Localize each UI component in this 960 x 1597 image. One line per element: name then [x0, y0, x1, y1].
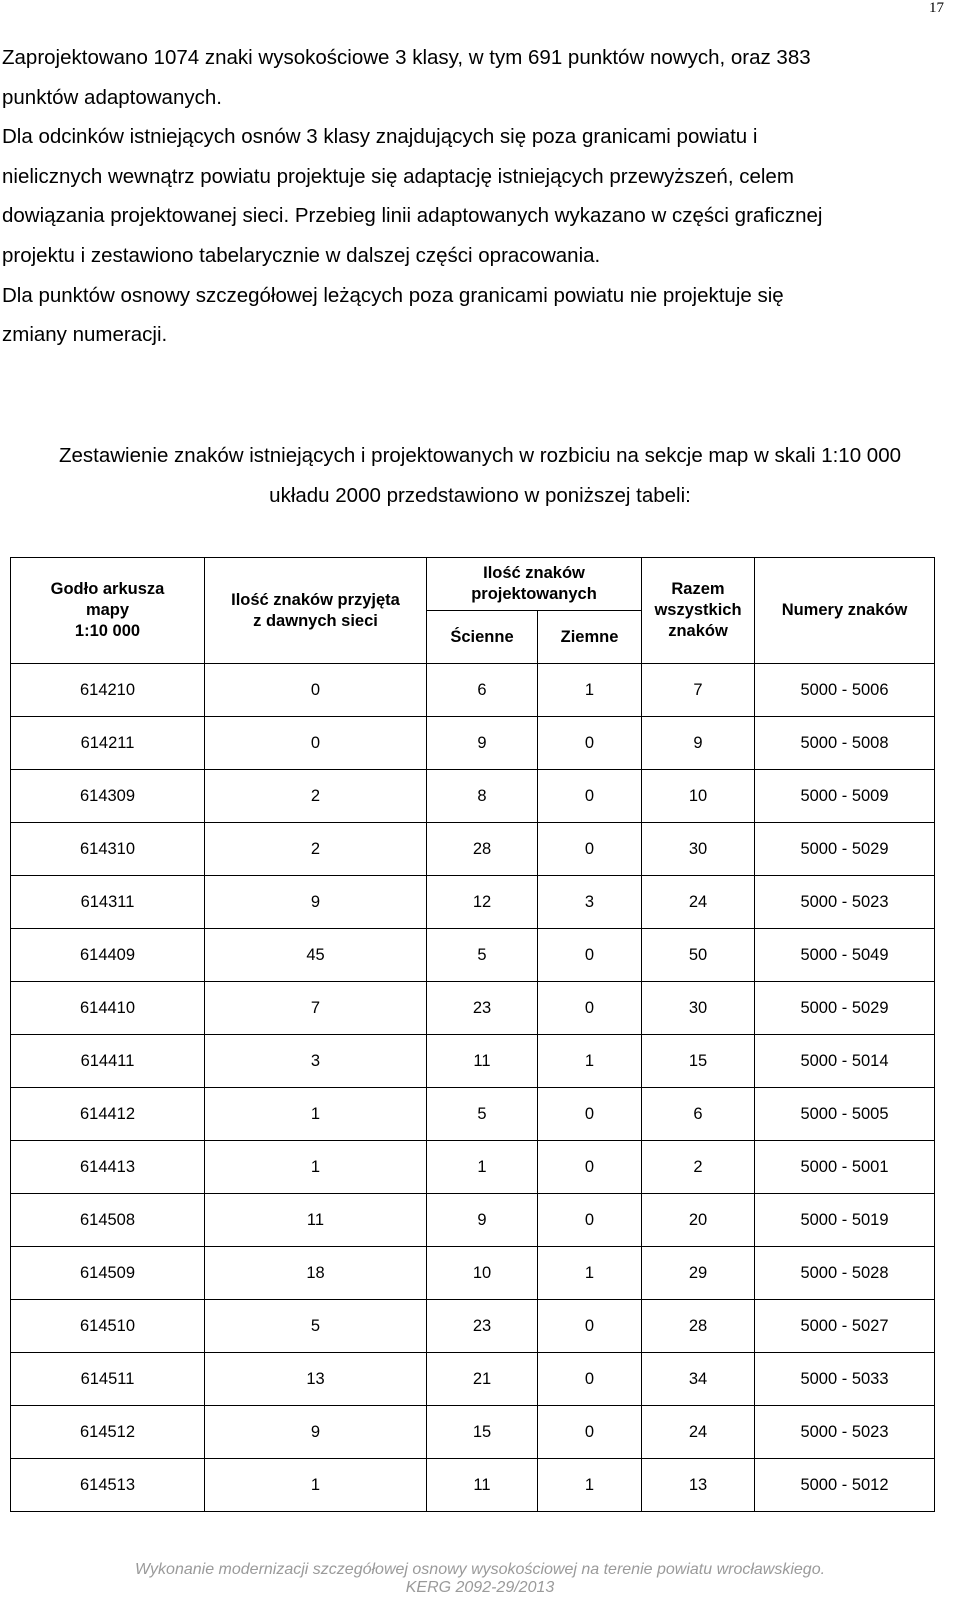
caption-line: układu 2000 przedstawiono w poniższej tabeli:	[269, 484, 691, 507]
cell-total: 13	[642, 1459, 755, 1512]
cell-wall: 11	[427, 1035, 538, 1088]
caption-line: Zestawienie znaków istniejących i projektowanych w rozbiciu na sekcje map w skali 1:10 000	[58, 444, 902, 467]
cell-adopted: 1	[205, 1459, 427, 1512]
cell-numbers: 5000 - 5023	[755, 1406, 935, 1459]
cell-numbers: 5000 - 5049	[755, 929, 935, 982]
cell-numbers: 5000 - 5014	[755, 1035, 935, 1088]
cell-ground: 1	[538, 1459, 642, 1512]
page-number: 17	[929, 0, 944, 16]
header-sheet-line: 1:10 000	[74, 622, 141, 640]
cell-ground: 0	[538, 1406, 642, 1459]
cell-ground: 0	[538, 717, 642, 770]
cell-adopted: 1	[205, 1141, 427, 1194]
cell-total: 9	[642, 717, 755, 770]
cell-numbers: 5000 - 5029	[755, 823, 935, 876]
cell-sheet: 614311	[11, 876, 205, 929]
footer-line: Wykonanie modernizacji szczegółowej osnowy wysokościowej na terenie powiatu wrocławskiego.	[134, 1561, 826, 1578]
cell-total: 29	[642, 1247, 755, 1300]
cell-total: 24	[642, 1406, 755, 1459]
body-text	[2, 38, 952, 355]
table-row	[11, 1247, 935, 1300]
cell-adopted: 9	[205, 1406, 427, 1459]
cell-total: 24	[642, 876, 755, 929]
cell-sheet: 614511	[11, 1353, 205, 1406]
table-row	[11, 1141, 935, 1194]
header-adopted-line: Ilość znaków przyjęta	[231, 590, 400, 609]
cell-ground: 0	[538, 1141, 642, 1194]
table-row	[11, 982, 935, 1035]
cell-adopted: 13	[205, 1353, 427, 1406]
cell-numbers: 5000 - 5009	[755, 770, 935, 823]
body-line: Zaprojektowano 1074 znaki wysokościowe 3 klasy, w tym 691 punktów nowych, oraz 383	[2, 46, 811, 69]
cell-sheet: 614508	[11, 1194, 205, 1247]
table-row	[11, 1035, 935, 1088]
cell-ground: 1	[538, 1247, 642, 1300]
cell-sheet: 614413	[11, 1141, 205, 1194]
cell-adopted: 2	[205, 823, 427, 876]
cell-ground: 0	[538, 1300, 642, 1353]
cell-total: 6	[642, 1088, 755, 1141]
header-numbers: Numery znaków	[755, 558, 935, 664]
cell-total: 10	[642, 770, 755, 823]
table-row	[11, 1406, 935, 1459]
table-row	[11, 876, 935, 929]
cell-adopted: 18	[205, 1247, 427, 1300]
cell-sheet: 614211	[11, 717, 205, 770]
cell-sheet: 614509	[11, 1247, 205, 1300]
cell-total: 7	[642, 664, 755, 717]
cell-numbers: 5000 - 5027	[755, 1300, 935, 1353]
table-row	[11, 1459, 935, 1512]
table-row	[11, 770, 935, 823]
cell-wall: 28	[427, 823, 538, 876]
cell-wall: 5	[427, 1088, 538, 1141]
footer-line: KERG 2092-29/2013	[405, 1579, 555, 1596]
table-caption	[0, 436, 960, 516]
cell-numbers: 5000 - 5012	[755, 1459, 935, 1512]
cell-ground: 0	[538, 1353, 642, 1406]
header-wall: Ścienne	[427, 611, 538, 664]
cell-wall: 9	[427, 717, 538, 770]
header-total	[642, 558, 755, 664]
body-line: Dla odcinków istniejących osnów 3 klasy znajdujących się poza granicami powiatu i	[2, 125, 758, 149]
cell-adopted: 2	[205, 770, 427, 823]
cell-sheet: 614309	[11, 770, 205, 823]
cell-numbers: 5000 - 5028	[755, 1247, 935, 1300]
cell-ground: 0	[538, 1194, 642, 1247]
table-body	[11, 664, 935, 1512]
cell-adopted: 0	[205, 717, 427, 770]
cell-sheet: 614412	[11, 1088, 205, 1141]
cell-wall: 23	[427, 982, 538, 1035]
header-total-line: Razem	[671, 580, 725, 598]
header-designed	[427, 558, 642, 611]
cell-numbers: 5000 - 5029	[755, 982, 935, 1035]
cell-total: 15	[642, 1035, 755, 1088]
table-row	[11, 1194, 935, 1247]
cell-sheet: 614512	[11, 1406, 205, 1459]
cell-wall: 1	[427, 1141, 538, 1194]
body-line: projektu i zestawiono tabelarycznie w dalszej części opracowania.	[2, 243, 601, 267]
cell-numbers: 5000 - 5005	[755, 1088, 935, 1141]
cell-sheet: 614510	[11, 1300, 205, 1353]
header-sheet-line: mapy	[85, 601, 130, 619]
cell-sheet: 614210	[11, 664, 205, 717]
cell-total: 20	[642, 1194, 755, 1247]
cell-numbers: 5000 - 5033	[755, 1353, 935, 1406]
body-line: Dla punktów osnowy szczegółowej leżących poza granicami powiatu nie projektuje się	[2, 283, 784, 307]
cell-sheet: 614411	[11, 1035, 205, 1088]
header-adopted	[205, 558, 427, 664]
cell-adopted: 9	[205, 876, 427, 929]
cell-wall: 23	[427, 1300, 538, 1353]
cell-adopted: 3	[205, 1035, 427, 1088]
cell-sheet: 614310	[11, 823, 205, 876]
table-row	[11, 1088, 935, 1141]
body-line: zmiany numeracji.	[2, 323, 168, 347]
header-designed-line: Ilość znaków	[483, 564, 585, 582]
cell-total: 50	[642, 929, 755, 982]
table-row	[11, 1353, 935, 1406]
cell-wall: 5	[427, 929, 538, 982]
cell-ground: 0	[538, 823, 642, 876]
cell-wall: 9	[427, 1194, 538, 1247]
cell-numbers: 5000 - 5023	[755, 876, 935, 929]
table-row	[11, 717, 935, 770]
marks-table	[10, 557, 935, 1512]
cell-wall: 10	[427, 1247, 538, 1300]
cell-ground: 0	[538, 770, 642, 823]
cell-wall: 21	[427, 1353, 538, 1406]
cell-sheet: 614409	[11, 929, 205, 982]
cell-total: 2	[642, 1141, 755, 1194]
header-total-line: wszystkich	[654, 601, 742, 619]
header-sheet	[11, 558, 205, 664]
cell-numbers: 5000 - 5006	[755, 664, 935, 717]
cell-ground: 0	[538, 929, 642, 982]
cell-total: 30	[642, 982, 755, 1035]
cell-ground: 3	[538, 876, 642, 929]
header-adopted-line: z dawnych sieci	[253, 611, 378, 630]
cell-sheet: 614410	[11, 982, 205, 1035]
cell-adopted: 1	[205, 1088, 427, 1141]
cell-ground: 1	[538, 1035, 642, 1088]
cell-wall: 12	[427, 876, 538, 929]
cell-total: 34	[642, 1353, 755, 1406]
table-row	[11, 1300, 935, 1353]
table-header-row	[11, 558, 935, 611]
cell-wall: 15	[427, 1406, 538, 1459]
header-sheet-line: Godło arkusza	[50, 580, 165, 598]
table-row	[11, 664, 935, 717]
cell-adopted: 11	[205, 1194, 427, 1247]
cell-adopted: 5	[205, 1300, 427, 1353]
cell-adopted: 0	[205, 664, 427, 717]
cell-total: 30	[642, 823, 755, 876]
cell-numbers: 5000 - 5008	[755, 717, 935, 770]
body-line: dowiązania projektowanej sieci. Przebieg linii adaptowanych wykazano w części graficznej	[2, 204, 823, 228]
cell-adopted: 45	[205, 929, 427, 982]
cell-wall: 11	[427, 1459, 538, 1512]
header-ground: Ziemne	[538, 611, 642, 664]
cell-wall: 8	[427, 770, 538, 823]
body-line: punktów adaptowanych.	[2, 85, 222, 109]
cell-numbers: 5000 - 5001	[755, 1141, 935, 1194]
header-total-line: znaków	[668, 622, 728, 640]
cell-sheet: 614513	[11, 1459, 205, 1512]
cell-adopted: 7	[205, 982, 427, 1035]
cell-wall: 6	[427, 664, 538, 717]
cell-ground: 1	[538, 664, 642, 717]
table-row	[11, 823, 935, 876]
cell-ground: 0	[538, 982, 642, 1035]
cell-total: 28	[642, 1300, 755, 1353]
cell-ground: 0	[538, 1088, 642, 1141]
body-line: nielicznych wewnątrz powiatu projektuje się adaptację istniejących przewyższeń, celem	[2, 164, 794, 188]
cell-numbers: 5000 - 5019	[755, 1194, 935, 1247]
header-designed-line: projektowanych	[471, 585, 597, 603]
table-row	[11, 929, 935, 982]
